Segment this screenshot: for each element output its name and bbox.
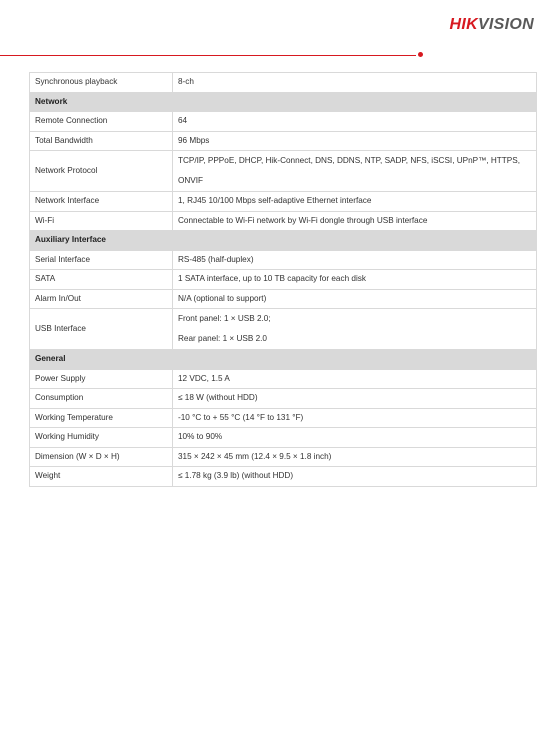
logo-text-vision: VISION <box>477 16 534 33</box>
spec-value: 10% to 90% <box>173 428 537 448</box>
spec-row <box>30 192 537 212</box>
spec-row <box>30 211 537 231</box>
spec-row <box>30 389 537 409</box>
section-title: Network <box>30 92 537 112</box>
spec-row <box>30 151 537 192</box>
spec-value: N/A (optional to support) <box>173 289 537 309</box>
spec-value <box>173 309 537 350</box>
spec-row <box>30 408 537 428</box>
section-header <box>30 92 537 112</box>
section-header <box>30 350 537 370</box>
spec-row <box>30 309 537 350</box>
spec-value: 8-ch <box>173 73 537 93</box>
spec-key: Alarm In/Out <box>30 289 173 309</box>
spec-value-line: Front panel: 1 × USB 2.0; <box>178 314 271 323</box>
spec-row <box>30 369 537 389</box>
spec-key: SATA <box>30 270 173 290</box>
spec-row <box>30 270 537 290</box>
spec-row <box>30 289 537 309</box>
spec-key: Dimension (W × D × H) <box>30 447 173 467</box>
spec-value <box>173 151 537 192</box>
spec-key: Working Humidity <box>30 428 173 448</box>
spec-row <box>30 112 537 132</box>
spec-value: 1, RJ45 10/100 Mbps self-adaptive Ethernet interface <box>173 192 537 212</box>
spec-value-line: TCP/IP, PPPoE, DHCP, Hik-Connect, DNS, DDNS, NTP, SADP, NFS, iSCSI, UPnP™, HTTPS, <box>178 156 520 165</box>
spec-value: ≤ 1.78 kg (3.9 lb) (without HDD) <box>173 467 537 487</box>
spec-key: Network Protocol <box>30 151 173 192</box>
spec-value: 96 Mbps <box>173 131 537 151</box>
spec-value-line: Rear panel: 1 × USB 2.0 <box>178 334 267 343</box>
spec-key: Serial Interface <box>30 250 173 270</box>
hikvision-logo <box>449 16 534 34</box>
spec-key: Total Bandwidth <box>30 131 173 151</box>
spec-value: RS-485 (half-duplex) <box>173 250 537 270</box>
spec-key: Consumption <box>30 389 173 409</box>
spec-value: 12 VDC, 1.5 A <box>173 369 537 389</box>
spec-table-body <box>30 73 537 487</box>
spec-key: Network Interface <box>30 192 173 212</box>
header-divider <box>0 55 416 56</box>
spec-value: ≤ 18 W (without HDD) <box>173 389 537 409</box>
spec-row <box>30 250 537 270</box>
logo-text-hik: HIK <box>449 16 478 33</box>
spec-row <box>30 467 537 487</box>
spec-row <box>30 428 537 448</box>
spec-row <box>30 447 537 467</box>
spec-key: Power Supply <box>30 369 173 389</box>
spec-key: Remote Connection <box>30 112 173 132</box>
section-title: General <box>30 350 537 370</box>
spec-value: Connectable to Wi-Fi network by Wi-Fi dongle through USB interface <box>173 211 537 231</box>
spec-value: 1 SATA interface, up to 10 TB capacity for each disk <box>173 270 537 290</box>
spec-value: 64 <box>173 112 537 132</box>
spec-value: -10 °C to + 55 °C (14 °F to 131 °F) <box>173 408 537 428</box>
spec-value-line: ONVIF <box>178 176 204 185</box>
spec-key: Working Temperature <box>30 408 173 428</box>
spec-key: Wi-Fi <box>30 211 173 231</box>
header-divider-dot <box>418 52 423 57</box>
spec-key: Weight <box>30 467 173 487</box>
section-header <box>30 231 537 251</box>
spec-key: Synchronous playback <box>30 73 173 93</box>
spec-row <box>30 73 537 93</box>
spec-key: USB Interface <box>30 309 173 350</box>
spec-row <box>30 131 537 151</box>
spec-value: 315 × 242 × 45 mm (12.4 × 9.5 × 1.8 inch) <box>173 447 537 467</box>
spec-table <box>29 72 537 487</box>
section-title: Auxiliary Interface <box>30 231 537 251</box>
